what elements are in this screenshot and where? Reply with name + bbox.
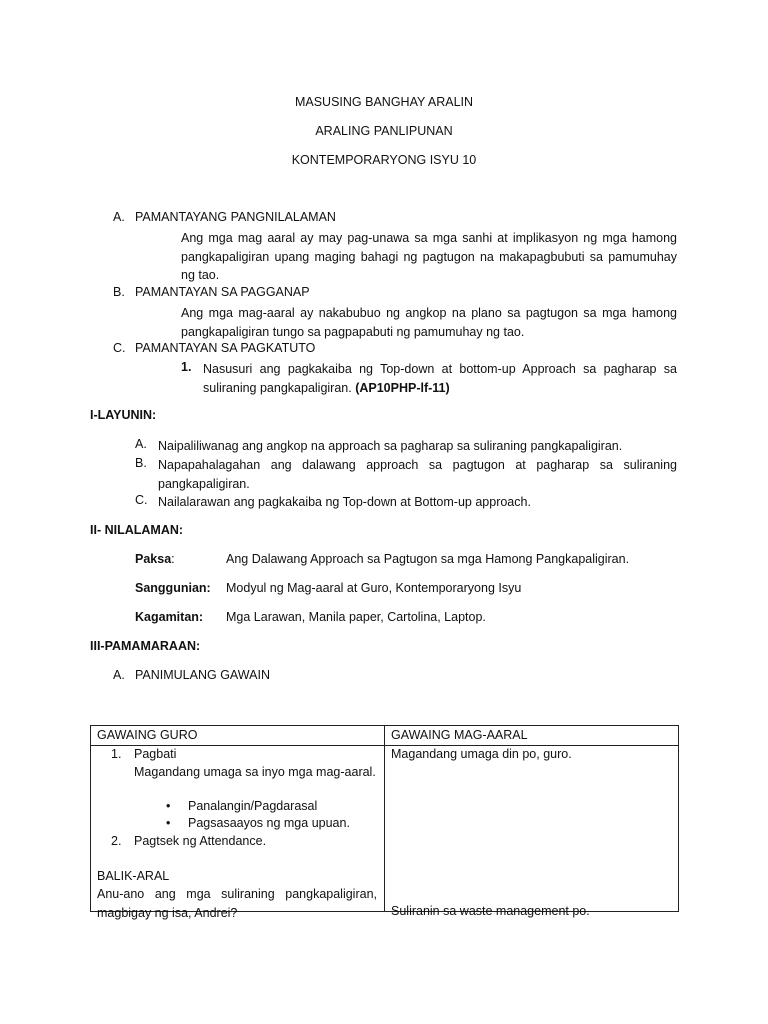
table-header-row [91,726,679,746]
guro-item1-label: Pagbati [134,747,177,761]
layunin-c-text: Nailalarawan ang pagkakaiba ng Top-down at Bottom-up approach. [158,495,531,509]
standard-b-marker: B. [113,285,125,299]
layunin-b-marker: B. [135,456,147,470]
doc-subject: ARALING PANLIPUNAN [315,124,453,138]
standard-b-body: Ang mga mag-aaral ay nakabubuo ng angkop na plano sa pagtugon sa mga hamong pangkapaligiran tungo sa pagpapabuti ng pamumuhay ng tao. [181,306,677,339]
kagamitan-label: Kagamitan: [135,610,204,624]
layunin-heading: I-LAYUNIN: [90,408,157,422]
standard-c-item-number: 1. [181,360,192,374]
magaaral-response-1: Magandang umaga din po, guro. [391,747,572,761]
layunin-a-text: Naipaliliwanag ang angkop na approach sa pagharap sa suliraning pangkapaligiran. [158,439,623,453]
col-header-guro: GAWAING GURO [91,726,385,746]
doc-course: KONTEMPORARYONG ISYU 10 [291,153,477,167]
kagamitan-value: Mga Larawan, Manila paper, Cartolina, Laptop. [226,610,486,624]
standard-c-text: Nasusuri ang pagkakaiba ng Top-down at bottom-up Approach sa pagharap sa suliraning pangkapaligiran. [203,362,677,395]
standard-a-heading: PAMANTAYANG PANGNILALAMAN [135,210,336,224]
bullet-icon: • [166,816,171,830]
guro-item2-number: 2. [111,834,122,848]
doc-title: MASUSING BANGHAY ARALIN [294,95,474,109]
panimula-heading: PANIMULANG GAWAIN [135,668,270,682]
sanggunian-value: Modyul ng Mag-aaral at Guro, Kontemporaryong Isyu [226,581,522,595]
bullet-icon: • [166,799,171,813]
sanggunian-label: Sanggunian: [135,581,211,595]
magaaral-response-2: Suliranin sa waste management po. [391,904,590,918]
guro-bullet-2: Pagsasaayos ng mga upuan. [188,816,350,830]
layunin-b-text: Napapahalagahan ang dalawang approach sa pagtugon at pagharap sa suliraning pangkapaligiran. [158,458,677,491]
pamamaraan-heading: III-PAMAMARAAN: [90,639,201,653]
standard-a-marker: A. [113,210,125,224]
guro-cell [91,746,385,920]
balik-aral-heading: BALIK-ARAL [97,869,170,883]
guro-item2-label: Pagtsek ng Attendance. [134,834,267,848]
guro-item1-text: Magandang umaga sa inyo mga mag-aaral. [134,765,376,779]
col-header-magaaral: GAWAING MAG-AARAL [385,726,679,746]
layunin-c-marker: C. [135,493,148,507]
paksa-label [135,552,175,566]
standard-b-heading: PAMANTAYAN SA PAGGANAP [135,285,310,299]
panimula-marker: A. [113,668,125,682]
standard-c-marker: C. [113,341,126,355]
balik-aral-question: Anu-ano ang mga suliraning pangkapaligiran, magbigay ng isa, Andrei? [97,887,377,920]
activity-table [90,725,679,920]
guro-bullet-1: Panalangin/Pagdarasal [188,799,318,813]
standard-c-body [203,360,677,397]
standard-c-heading: PAMANTAYAN SA PAGKATUTO [135,341,316,355]
standard-a-body: Ang mga mag aaral ay may pag-unawa sa mga sanhi at implikasyon ng mga hamong pangkapaligiran upang maging bahagi ng pagtugon na makapagbubuti sa pamumuhay ng tao. [181,231,677,282]
table-row [91,746,679,912]
paksa-colon: : [171,552,175,566]
magaaral-cell [385,746,679,918]
guro-item1-number: 1. [111,747,122,761]
layunin-a-marker: A. [135,437,147,451]
paksa-label-text: Paksa [135,552,172,566]
nilalaman-heading: II- NILALAMAN: [90,523,184,537]
competency-code: (AP10PHP-lf-11) [355,380,450,395]
paksa-value: Ang Dalawang Approach sa Pagtugon sa mga Hamong Pangkapaligiran. [226,552,630,566]
